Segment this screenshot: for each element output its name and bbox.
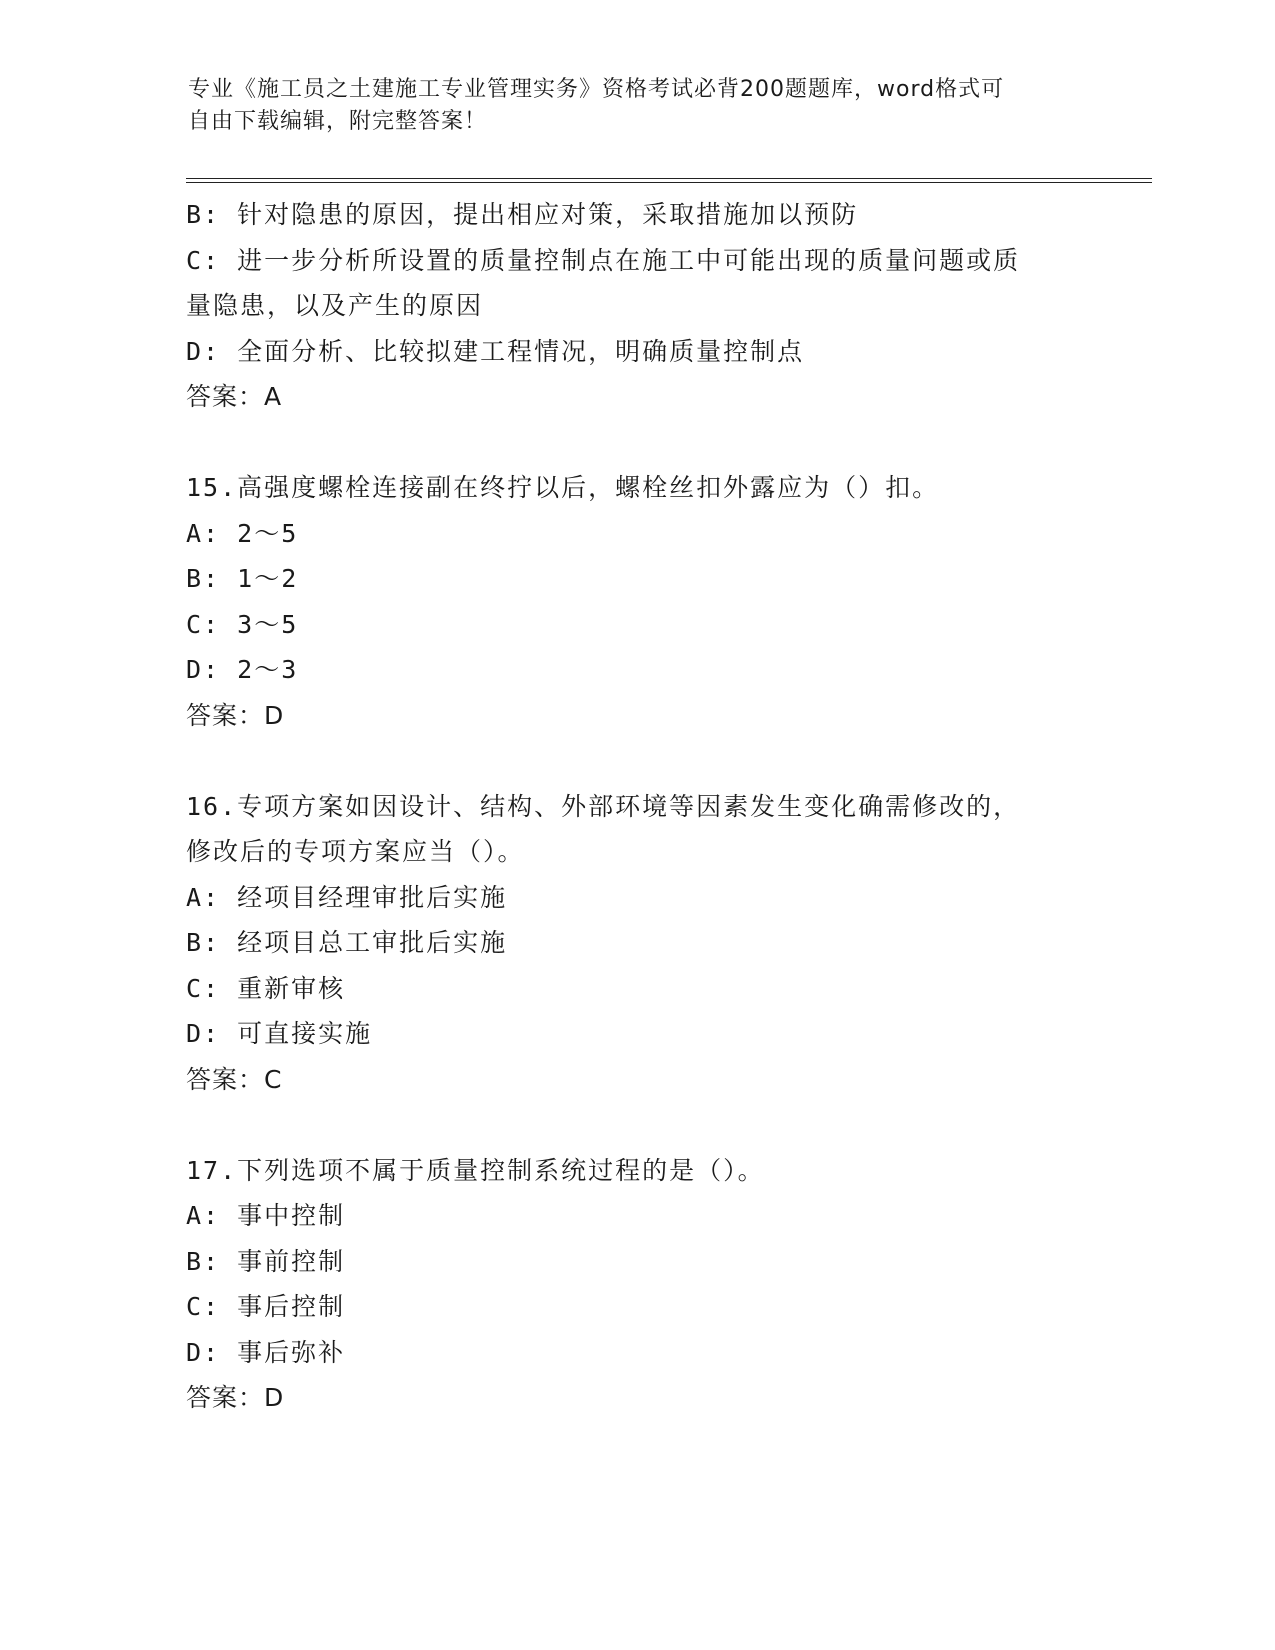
answer: 答案：D bbox=[186, 1383, 285, 1412]
spacer bbox=[186, 420, 1086, 466]
option-b: B: 针对隐患的原因，提出相应对策，采取措施加以预防 bbox=[186, 200, 859, 229]
question-stem: 17.下列选项不属于质量控制系统过程的是（）。 bbox=[186, 1155, 765, 1185]
option-d: D: 2～3 bbox=[186, 655, 299, 684]
header-rule-top bbox=[186, 178, 1152, 179]
document-header bbox=[188, 74, 1068, 138]
spacer bbox=[186, 1102, 1086, 1148]
header-rule-bottom bbox=[186, 182, 1152, 183]
question-list bbox=[186, 192, 1086, 1421]
option-b: B: 经项目总工审批后实施 bbox=[186, 928, 508, 957]
question-16 bbox=[186, 784, 1086, 1103]
header-line-1: 专业《施工员之土建施工专业管理实务》资格考试必背200题题库，word格式可 bbox=[188, 77, 1005, 102]
option-a: A: 事中控制 bbox=[186, 1201, 346, 1230]
option-a: A: 2～5 bbox=[186, 518, 299, 548]
option-b: B: 1～2 bbox=[186, 564, 299, 593]
option-c: C: 进一步分析所设置的质量控制点在施工中可能出现的质量问题或质 bbox=[186, 245, 1021, 275]
option-b: B: 事前控制 bbox=[186, 1246, 346, 1276]
question-stem: 16.专项方案如因设计、结构、外部环境等因素发生变化确需修改的， bbox=[186, 791, 1021, 821]
option-a: A: 经项目经理审批后实施 bbox=[186, 882, 508, 912]
option-d: D: 全面分析、比较拟建工程情况，明确质量控制点 bbox=[186, 336, 805, 366]
option-d: D: 事后弥补 bbox=[186, 1337, 346, 1367]
spacer bbox=[186, 738, 1086, 784]
option-c-continued: 量隐患，以及产生的原因 bbox=[186, 291, 484, 320]
option-d: D: 可直接实施 bbox=[186, 1019, 373, 1048]
option-c: C: 重新审核 bbox=[186, 973, 346, 1003]
question-stem: 15.高强度螺栓连接副在终拧以后，螺栓丝扣外露应为（）扣。 bbox=[186, 473, 940, 502]
question-stem-continued: 修改后的专项方案应当（）。 bbox=[186, 837, 525, 866]
answer: 答案：A bbox=[186, 382, 283, 411]
question-15 bbox=[186, 465, 1086, 738]
option-c: C: 3～5 bbox=[186, 609, 299, 639]
header-line-2: 自由下载编辑，附完整答案！ bbox=[188, 109, 488, 134]
option-c: C: 事后控制 bbox=[186, 1292, 346, 1321]
question-prev bbox=[186, 192, 1086, 420]
question-17 bbox=[186, 1148, 1086, 1421]
answer: 答案：C bbox=[186, 1064, 283, 1094]
answer: 答案：D bbox=[186, 700, 285, 730]
